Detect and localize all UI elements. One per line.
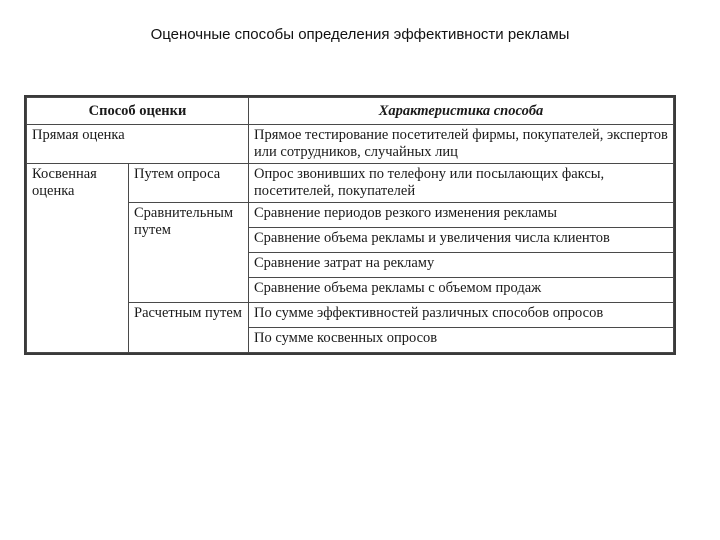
table-row-direct xyxy=(27,125,674,164)
table-header-row xyxy=(27,98,674,125)
direct-label: Прямая оценка xyxy=(27,125,249,164)
indirect-label: Косвенная оценка xyxy=(27,164,129,353)
direct-text: Прямое тестирование посетителей фирмы, покупателей, экспертов или сотрудников, случайных лиц xyxy=(249,125,674,164)
calculated-label: Расчетным путем xyxy=(129,303,249,353)
comparative-label: Сравнительным путем xyxy=(129,203,249,303)
comparative-text-3: Сравнение затрат на рекламу xyxy=(249,253,674,278)
survey-label: Путем опроса xyxy=(129,164,249,203)
calculated-text-1: По сумме эффективностей различных способов опросов xyxy=(249,303,674,328)
survey-text: Опрос звонивших по телефону или посылающих факсы, посетителей, покупателей xyxy=(249,164,674,203)
comparative-text-1: Сравнение периодов резкого изменения рекламы xyxy=(249,203,674,228)
table-row-survey xyxy=(27,164,674,203)
methods-table xyxy=(26,97,674,353)
comparative-text-2: Сравнение объема рекламы и увеличения числа клиентов xyxy=(249,228,674,253)
header-characteristic: Характеристика способа xyxy=(249,98,674,125)
page-title: Оценочные способы определения эффективности рекламы xyxy=(150,26,570,43)
calculated-text-2: По сумме косвенных опросов xyxy=(249,328,674,353)
comparative-text-4: Сравнение объема рекламы с объемом продаж xyxy=(249,278,674,303)
header-method: Способ оценки xyxy=(27,98,249,125)
methods-table-frame xyxy=(24,95,676,355)
